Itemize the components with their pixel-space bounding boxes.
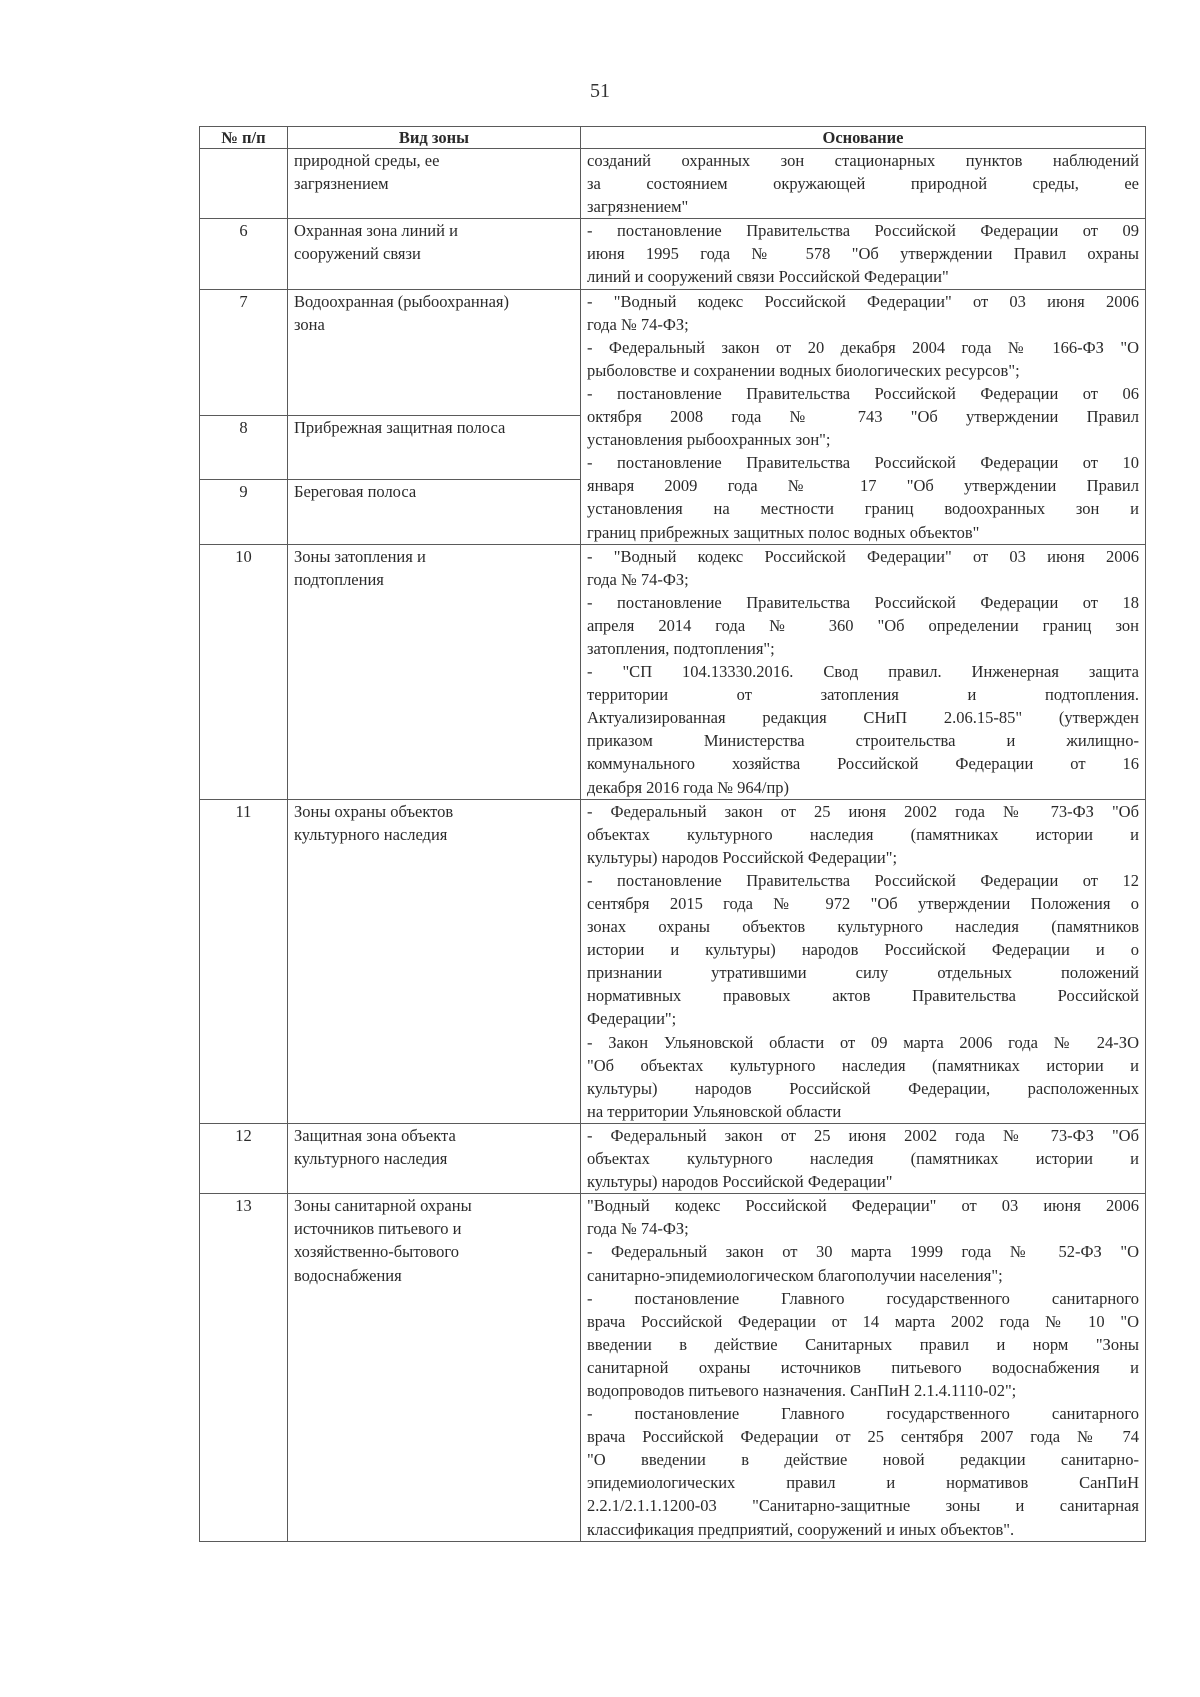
zone-type-line: подтопления [294, 569, 384, 589]
zone-type-cell [288, 149, 581, 219]
basis-line: - постановление Правительства Российской Федерации от 10 [587, 453, 1139, 473]
basis-line: сентября 2015 года № 972 "Об утверждении Положения о [587, 894, 1139, 913]
table-row [200, 149, 1146, 219]
zone-type-line: Зоны затопления и [294, 546, 426, 566]
table-row [200, 219, 1146, 289]
page-number: 51 [590, 80, 610, 102]
basis-line: установления рыбоохранных зон"; [587, 430, 831, 450]
header-basis: Основание [581, 127, 1146, 149]
basis-line: - постановление Главного государственного санитарного [587, 1404, 1139, 1424]
basis-line: объектах культурного наследия (памятниках истории и [587, 824, 1139, 844]
zone-type-cell [288, 415, 581, 479]
basis-line: объектах культурного наследия (памятниках истории и [587, 1149, 1139, 1169]
row-number: 6 [200, 219, 288, 289]
zone-type-line: загрязнением [294, 174, 389, 194]
basis-line: врача Российской Федерации от 25 сентября 2007 года № 74 [587, 1427, 1139, 1447]
table-row [200, 799, 1146, 1123]
basis-line: "Водный кодекс Российской Федерации" от 03 июня 2006 [587, 1196, 1139, 1216]
basis-line: - постановление Правительства Российской Федерации от 09 [587, 221, 1139, 241]
zone-type-line: Береговая полоса [294, 482, 417, 502]
basis-cell [581, 149, 1146, 219]
basis-line: - постановление Правительства Российской Федерации от 12 [587, 870, 1139, 890]
zone-type-cell [288, 480, 581, 544]
row-number: 10 [200, 544, 288, 799]
basis-line: санитарной охраны источников питьевого водоснабжения и [587, 1357, 1139, 1377]
basis-line: - "СП 104.13330.2016. Свод правил. Инженерная защита [587, 662, 1139, 682]
header-num: № п/п [200, 127, 288, 149]
basis-line: рыболовстве и сохранении водных биологических ресурсов"; [587, 360, 1020, 380]
basis-line: территории от затопления и подтопления. [587, 685, 1139, 705]
zone-type-line: культурного наследия [294, 1149, 448, 1169]
row-number: 12 [200, 1123, 288, 1193]
basis-line: 2.2.1/2.1.1.1200-03 "Санитарно-защитные зоны и санитарная [587, 1496, 1139, 1516]
basis-cell [581, 544, 1146, 799]
basis-line: - постановление Главного государственного санитарного [587, 1288, 1139, 1308]
header-zone-type: Вид зоны [288, 127, 581, 149]
basis-line: года № 74-ФЗ; [587, 569, 689, 589]
basis-line: классификация предприятий, сооружений и иных объектов". [587, 1519, 1015, 1539]
basis-line: признании утратившими силу отдельных положений [587, 963, 1139, 983]
basis-line: за состоянием окружающей природной среды, ее [587, 174, 1139, 194]
basis-line: зонах охраны объектов культурного наследия (памятников [587, 917, 1139, 937]
basis-line: января 2009 года № 17 "Об утверждении Правил [587, 476, 1139, 496]
basis-line: нормативных правовых актов Правительства Российской [587, 986, 1139, 1006]
basis-line: водопроводов питьевого назначения. СанПиН 2.1.4.1110-02"; [587, 1380, 1017, 1400]
zone-type-line: источников питьевого и [294, 1219, 462, 1239]
zone-type-cell [288, 1123, 581, 1193]
row-number [200, 149, 288, 219]
basis-line: Федерации"; [587, 1009, 677, 1029]
basis-line: линий и сооружений связи Российской Федерации" [587, 267, 949, 287]
basis-line: - Федеральный закон от 25 июня 2002 года № 73-ФЗ "Об [587, 1125, 1139, 1145]
basis-line: - Федеральный закон от 25 июня 2002 года № 73-ФЗ "Об [587, 801, 1139, 821]
basis-line: "Об объектах культурного наследия (памятниках истории и [587, 1055, 1139, 1075]
zone-type-line: Прибрежная защитная полоса [294, 417, 506, 437]
table-row [200, 1123, 1146, 1193]
basis-line: установления на местности границ водоохранных зон и [587, 499, 1139, 519]
row-number: 11 [200, 799, 288, 1123]
zone-type-line: природной среды, ее [294, 151, 440, 170]
table-row [200, 1194, 1146, 1541]
basis-line: границ прибрежных защитных полос водных объектов" [587, 522, 980, 542]
basis-line: года № 74-ФЗ; [587, 1219, 689, 1239]
basis-line: приказом Министерства строительства и жилищно- [587, 731, 1139, 751]
basis-line: октября 2008 года № 743 "Об утверждении Правил [587, 407, 1139, 427]
basis-line: декабря 2016 года № 964/пр) [587, 777, 790, 797]
basis-line: введении в действие Санитарных правил и норм "Зоны [587, 1334, 1139, 1354]
basis-line: созданий охранных зон стационарных пунктов наблюдений [587, 151, 1139, 170]
basis-line: июня 1995 года № 578 "Об утверждении Правил охраны [587, 244, 1139, 264]
zone-type-line: культурного наследия [294, 824, 448, 844]
row-number: 8 [200, 415, 288, 479]
basis-line: истории и культуры) народов Российской Федерации и о [587, 940, 1139, 960]
row-number: 13 [200, 1194, 288, 1541]
basis-line: - "Водный кодекс Российской Федерации" от 03 июня 2006 [587, 546, 1139, 566]
zone-type-line: водоснабжения [294, 1265, 402, 1285]
row-number: 9 [200, 480, 288, 544]
zone-type-line: Зоны санитарной охраны [294, 1196, 472, 1216]
basis-line: коммунального хозяйства Российской Федерации от 16 [587, 754, 1139, 774]
basis-cell [581, 799, 1146, 1123]
zones-table [199, 126, 1146, 1542]
zone-type-line: хозяйственно-бытового [294, 1242, 460, 1262]
table-row [200, 289, 1146, 415]
basis-line: на территории Ульяновской области [587, 1101, 842, 1121]
zone-type-line: Водоохранная (рыбоохранная) [294, 291, 509, 311]
basis-line: затопления, подтопления"; [587, 638, 775, 658]
table-row [200, 544, 1146, 799]
table-header-row [200, 127, 1146, 149]
basis-line: врача Российской Федерации от 14 марта 2002 года № 10 "О [587, 1311, 1139, 1331]
basis-line: - Закон Ульяновской области от 09 марта 2006 года № 24-ЗО [587, 1032, 1139, 1052]
zone-type-line: зона [294, 314, 325, 334]
basis-line: Актуализированная редакция СНиП 2.06.15-85" (утвержден [587, 708, 1139, 728]
basis-line: апреля 2014 года № 360 "Об определении границ зон [587, 615, 1139, 635]
zone-type-cell [288, 1194, 581, 1541]
basis-line: культуры) народов Российской Федерации" [587, 1172, 893, 1192]
zone-type-cell [288, 289, 581, 415]
basis-line: культуры) народов Российской Федерации"; [587, 847, 898, 867]
zone-type-line: сооружений связи [294, 244, 421, 264]
basis-line: загрязнением" [587, 197, 689, 217]
zone-type-cell [288, 544, 581, 799]
zone-type-line: Зоны охраны объектов [294, 801, 454, 821]
basis-line: санитарно-эпидемиологическом благополучии населения"; [587, 1265, 1003, 1285]
basis-cell [581, 1123, 1146, 1193]
row-number: 7 [200, 289, 288, 415]
zone-type-cell [288, 219, 581, 289]
basis-line: - Федеральный закон от 30 марта 1999 года № 52-ФЗ "О [587, 1242, 1139, 1262]
basis-line: - "Водный кодекс Российской Федерации" от 03 июня 2006 [587, 291, 1139, 311]
zone-type-cell [288, 799, 581, 1123]
basis-cell [581, 289, 1146, 544]
basis-line: - Федеральный закон от 20 декабря 2004 года № 166-ФЗ "О [587, 337, 1139, 357]
basis-line: "О введении в действие новой редакции санитарно- [587, 1450, 1139, 1470]
basis-line: - постановление Правительства Российской Федерации от 18 [587, 592, 1139, 612]
zone-type-line: Охранная зона линий и [294, 221, 458, 241]
basis-cell [581, 1194, 1146, 1541]
basis-line: эпидемиологических правил и нормативов СанПиН [587, 1473, 1139, 1493]
basis-line: - постановление Правительства Российской Федерации от 06 [587, 383, 1139, 403]
basis-cell [581, 219, 1146, 289]
basis-line: года № 74-ФЗ; [587, 314, 689, 334]
basis-line: культуры) народов Российской Федерации, расположенных [587, 1078, 1139, 1098]
zone-type-line: Защитная зона объекта [294, 1125, 456, 1145]
